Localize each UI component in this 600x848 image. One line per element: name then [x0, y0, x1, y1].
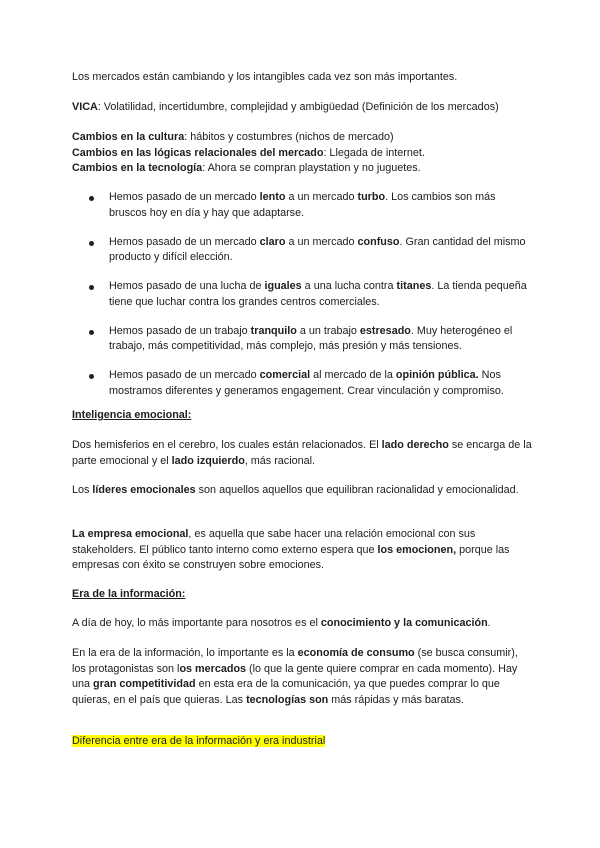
bullet-text: . Muy heterogéneo el trabajo, más competitividad, más complejo, más presión y más tensiones. [109, 324, 513, 352]
paragraph-bold: tecnologías son [246, 693, 329, 706]
bullet-text: Hemos pasado de una lucha de [109, 280, 265, 292]
inteligencia-paragraph-2 [72, 483, 532, 499]
paragraph-text: (se busca consumir), los protagonistas son l [72, 647, 518, 675]
paragraph-bold: líderes emocionales [92, 484, 196, 496]
inteligencia-paragraph-1 [72, 438, 532, 469]
cambio-term: Cambios en las lógicas relacionales del mercado [72, 146, 324, 159]
paragraph-text: Dos hemisferios en el cerebro, los cuales están relacionados. El [72, 439, 382, 451]
paragraph-text: , más racional. [244, 454, 316, 467]
paragraph-bold: os mercados [179, 662, 247, 675]
bullet-icon [89, 285, 94, 290]
paragraph-text: en esta era de la comunicación, ya que puedes comprar lo que quieras, en el país que quieras. Las [72, 678, 500, 706]
bullet-text: Nos mostramos diferentes y generamos engagement. Crear vinculación y compromiso. [109, 369, 504, 397]
bullet-bold: turbo [357, 191, 386, 203]
era-paragraph-2 [72, 646, 532, 708]
bullet-bold: lento [259, 191, 286, 203]
bullet-text: a una lucha contra [301, 280, 397, 292]
paragraph-text: Los [72, 484, 93, 496]
inteligencia-paragraph-3 [72, 527, 532, 574]
paragraph-text: son aquellos aquellos que equilibran racionalidad y emocionalidad. [195, 484, 519, 496]
paragraph-text: se encarga de la parte emocional y el [72, 439, 532, 467]
paragraph-bold: lado derecho [381, 439, 449, 451]
bullet-icon [89, 241, 94, 246]
bullet-bold: opinión pública. [395, 369, 479, 381]
paragraph-bold: gran competitividad [93, 678, 196, 690]
paragraph-text: , es aquella que sabe hacer una relación emocional con sus stakeholders. El público tanto interno como externo espera que [72, 528, 476, 556]
paragraph-text: (lo que la gente quiere comprar en cada momento). Hay una [72, 662, 518, 690]
bullet-icon [89, 196, 94, 201]
vica-paragraph [72, 100, 532, 116]
inteligencia-heading: Inteligencia emocional: [72, 409, 192, 421]
bullet-bold: claro [259, 235, 286, 248]
cambio-term: Cambios en la cultura [72, 131, 185, 143]
intro-paragraph [72, 70, 532, 86]
list-item [72, 324, 532, 355]
bullet-text: . Los cambios son más bruscos hoy en día y hay que adaptarse. [109, 191, 496, 219]
cambio-text: : Ahora se compran playstation y no juguetes. [202, 162, 421, 174]
bullet-bold: titanes [396, 280, 432, 292]
highlight-paragraph [72, 734, 532, 750]
bullet-bold: confuso [357, 235, 400, 248]
list-item [72, 190, 532, 221]
era-paragraph-1 [72, 616, 532, 632]
bullet-text: al mercado de la [310, 369, 396, 381]
cambio-term: Cambios en la tecnología [72, 162, 203, 174]
paragraph-bold: los emocionen, [377, 543, 457, 556]
bullet-bold: comercial [259, 369, 311, 381]
list-item [72, 279, 532, 310]
vica-definition: : Volatilidad, incertidumbre, complejidad y ambigüedad (Definición de los mercados) [97, 101, 499, 113]
paragraph-text: . [487, 617, 491, 629]
bullet-text: a un mercado [285, 235, 358, 248]
cambios-block [72, 130, 532, 177]
bullet-list [72, 190, 532, 399]
paragraph-text: A día de hoy, lo más importante para nosotros es el [72, 617, 321, 629]
bullet-text: . La tienda pequeña tiene que luchar contra los grandes centros comerciales. [109, 280, 527, 308]
paragraph-text: En la era de la información, lo importante es la [72, 647, 298, 659]
paragraph-bold: conocimiento y la comunicación [320, 617, 488, 629]
bullet-text: Hemos pasado de un trabajo [109, 324, 251, 337]
bullet-icon [89, 374, 94, 379]
list-item [72, 368, 532, 399]
cambio-text: : hábitos y costumbres (nichos de mercado) [184, 131, 394, 143]
paragraph-bold: economía de consumo [297, 647, 415, 659]
bullet-text: a un mercado [285, 191, 358, 203]
list-item [72, 235, 532, 266]
highlighted-text: Diferencia entre era de la información y era industrial [72, 735, 326, 747]
bullet-text: Hemos pasado de un mercado [109, 235, 260, 248]
cambio-text: : Llegada de internet. [323, 146, 425, 159]
bullet-bold: estresado [359, 324, 411, 337]
bullet-text: . Gran cantidad del mismo producto y difícil elección. [109, 235, 526, 263]
intro-text: Los mercados están cambiando y los intangibles cada vez son más importantes. [72, 71, 458, 83]
bullet-bold: tranquilo [250, 324, 297, 337]
bullet-text: a un trabajo [296, 324, 360, 337]
era-heading: Era de la información: [72, 588, 186, 600]
vica-term: VICA [72, 101, 98, 113]
bullet-icon [89, 330, 94, 335]
paragraph-bold: lado izquierdo [171, 454, 245, 467]
bullet-text: Hemos pasado de un mercado [109, 369, 260, 381]
paragraph-text: más rápidas y más baratas. [328, 693, 464, 706]
bullet-bold: iguales [264, 280, 302, 292]
bullet-text: Hemos pasado de un mercado [109, 191, 260, 203]
paragraph-bold: La empresa emocional [72, 528, 189, 540]
paragraph-text: porque las empresas con éxito se construyen sobre emociones. [72, 543, 510, 571]
